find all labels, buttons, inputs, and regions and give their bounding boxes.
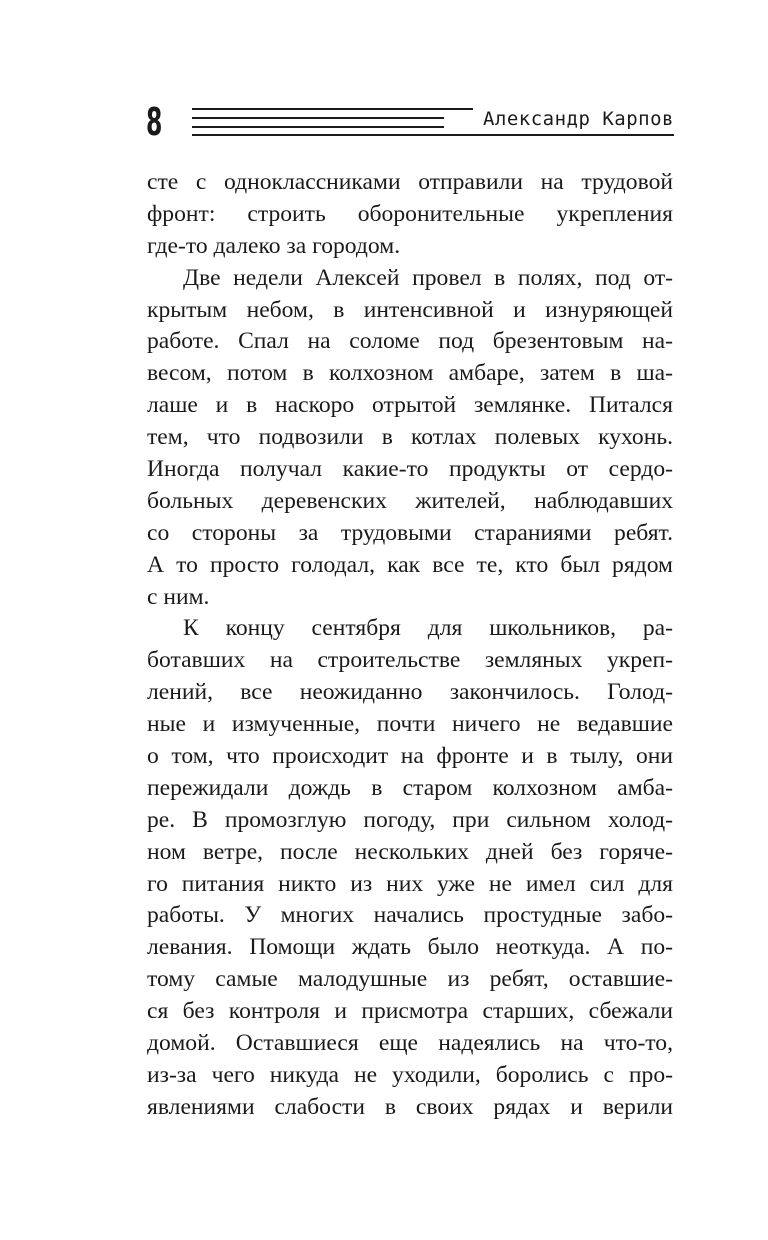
header-rule	[192, 117, 444, 119]
text-line: больных деревенских жителей, наблюдавших	[147, 487, 673, 514]
text-line: домой. Оставшиеся еще надеялись на что-то,	[147, 1030, 673, 1057]
text-line: левания. Помощи ждать было неоткуда. А по-	[147, 934, 673, 961]
text-line: Иногда получал какие-то продукты от сердо-	[147, 456, 673, 483]
text-line: о том, что происходит на фронте и в тылу, они	[147, 743, 673, 770]
text-line: работы. У многих начались простудные забо-	[147, 902, 673, 929]
text-line: К концу сентября для школьников, ра-	[183, 615, 673, 642]
text-line: со стороны за трудовыми стараниями ребят.	[147, 519, 673, 546]
text-line: из-за чего никуда не уходили, боролись с про-	[147, 1061, 673, 1088]
header-rule	[192, 134, 674, 136]
text-line: явлениями слабости в своих рядах и верили	[147, 1093, 673, 1120]
text-line: ном ветре, после нескольких дней без горяче-	[147, 838, 673, 865]
text-line: тому самые малодушные из ребят, оставшие-	[147, 966, 673, 993]
text-line: ботавших на строительстве земляных укреп-	[147, 647, 673, 674]
text-line: фронт: строить оборонительные укрепления	[147, 200, 673, 227]
text-line: А то просто голодал, как все те, кто был рядом	[147, 551, 673, 578]
text-line: с ним.	[147, 583, 210, 610]
text-line: где-то далеко за городом.	[147, 232, 401, 259]
text-line: пережидали дождь в старом колхозном амба-	[147, 774, 673, 801]
page-number: 8	[146, 100, 163, 144]
text-line: тем, что подвозили в котлах полевых кухонь.	[147, 424, 673, 451]
text-line: работе. Спал на соломе под брезентовым на-	[147, 328, 673, 355]
text-line: Две недели Алексей провел в полях, под от-	[183, 264, 673, 291]
text-line: лений, все неожиданно закончилось. Голод-	[147, 679, 673, 706]
text-line: лаше и в наскоро отрытой землянке. Питался	[147, 392, 673, 419]
body-text	[147, 167, 673, 1124]
text-line: го питания никто из них уже не имел сил для	[147, 870, 673, 897]
text-line: ре. В промозглую погоду, при сильном холод-	[147, 806, 673, 833]
text-line: сте с одноклассниками отправили на трудовой	[147, 169, 673, 195]
text-line: ся без контроля и присмотра старших, сбежали	[147, 998, 673, 1025]
text-line: весом, потом в колхозном амбаре, затем в ша-	[147, 360, 673, 387]
page-header	[146, 100, 674, 144]
header-rule	[192, 126, 444, 128]
text-line: ные и измученные, почти ничего не ведавшие	[147, 711, 673, 738]
running-head-author: Александр Карпов	[473, 107, 674, 132]
text-line: крытым небом, в интенсивной и изнуряющей	[147, 296, 673, 323]
